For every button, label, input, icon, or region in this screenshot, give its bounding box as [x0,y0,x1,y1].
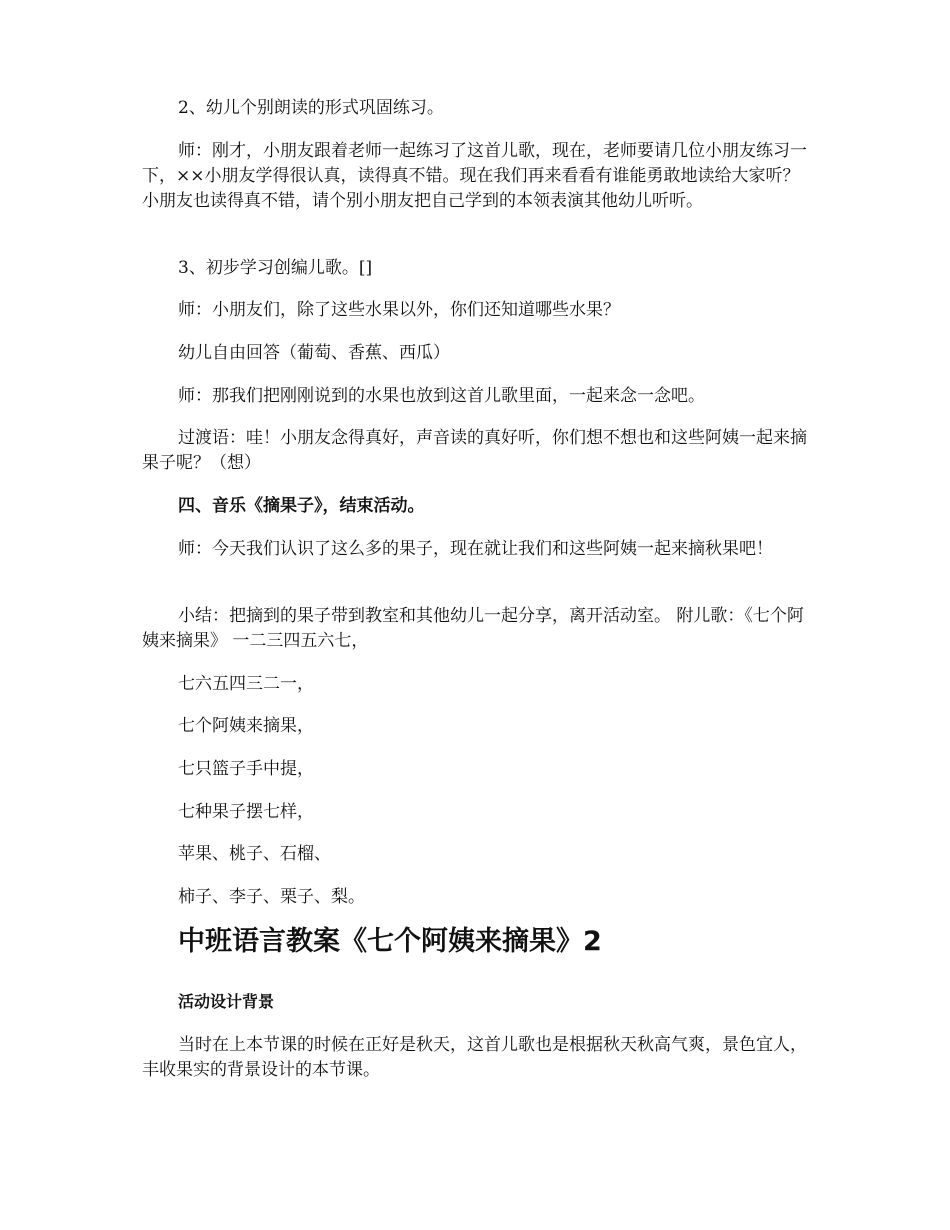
paragraph-teacher-pick: 师：今天我们认识了这么多的果子，现在就让我们和这些阿姨一起来摘秋果吧！ [178,539,773,559]
section-title: 中班语言教案《七个阿姨来摘果》2 [178,926,602,957]
poem-line: 七六五四三二一， [178,674,314,694]
paragraph-step-3: 3、初步学习创编儿歌。[] [178,258,373,278]
poem-line: 七只篮子手中提， [178,759,314,779]
paragraph-transition: 过渡语：哇！小朋友念得真好，声音读的真好听，你们想不想也和这些阿姨一起来摘果子呢？（想） [142,428,807,473]
paragraph-children-answer: 幼儿自由回答（葡萄、香蕉、西瓜） [178,343,450,363]
subheading-background: 活动设计背景 [178,992,275,1011]
poem-line: 七个阿姨来摘果， [178,716,314,736]
poem-line: 柿子、李子、栗子、梨。 [178,887,365,907]
paragraph-teacher-add-fruits: 师：那我们把刚刚说到的水果也放到这首儿歌里面，一起来念一念吧。 [178,386,705,406]
paragraph-step-2: 2、幼儿个别朗读的形式巩固练习。 [178,98,444,118]
poem-line: 苹果、桃子、石榴、 [178,844,331,864]
paragraph-teacher-practice: 师：刚才，小朋友跟着老师一起练习了这首儿歌，现在，老师要请几位小朋友练习一下，××小朋友学得很认真，读得真不错。现在我们再来看看有谁能勇敢地读给大家听？小朋友也读得真不错，请个别小朋友把自己学到的本领表演其他幼儿听听。 [142,141,807,211]
paragraph-summary: 小结：把摘到的果子带到教室和其他幼儿一起分享，离开活动室。 附儿歌：《七个阿姨来摘果》 一二三四五六七， [142,606,804,651]
poem-line: 七种果子摆七样， [178,802,314,822]
paragraph-background: 当时在上本节课的时候在正好是秋天，这首儿歌也是根据秋天秋高气爽，景色宜人，丰收果实的背景设计的本节课。 [142,1035,807,1080]
paragraph-teacher-question: 师：小朋友们，除了这些水果以外，你们还知道哪些水果？ [178,300,620,320]
paragraph-step-4-heading: 四、音乐《摘果子》，结束活动。 [178,496,425,516]
